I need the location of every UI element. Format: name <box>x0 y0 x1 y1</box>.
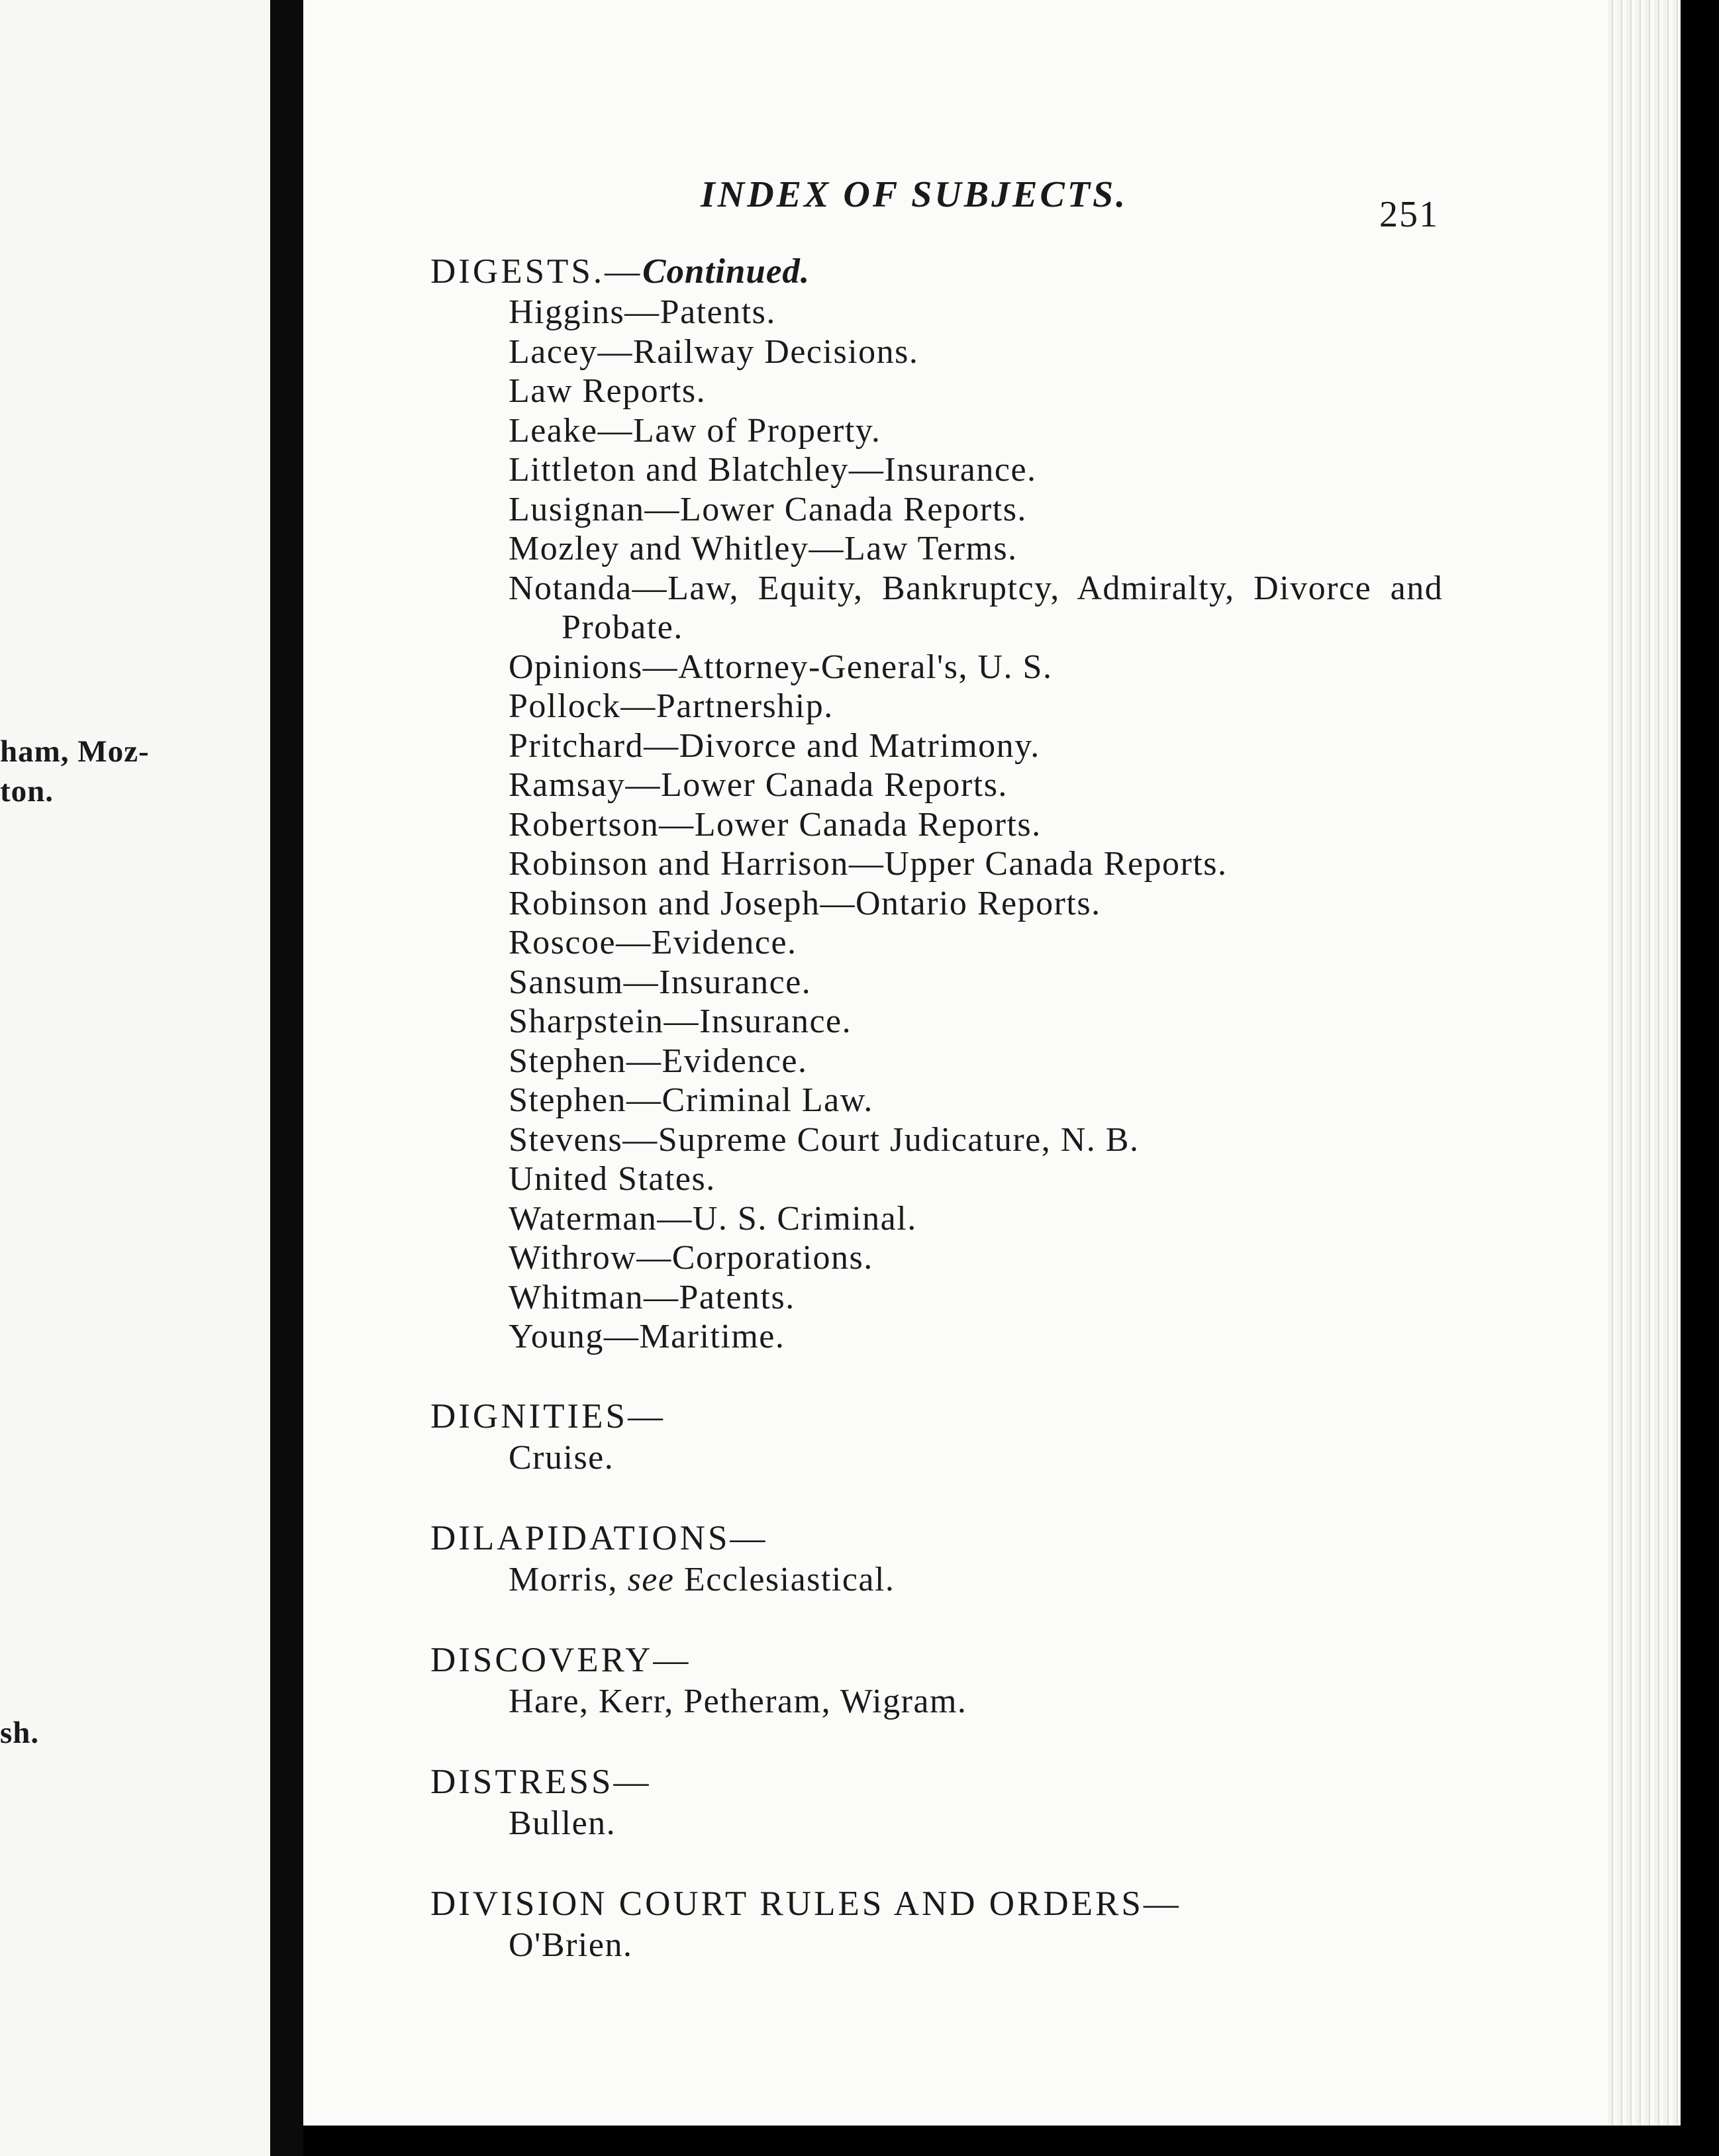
page-number: 251 <box>1379 194 1439 235</box>
list-item: Opinions—Attorney-General's, U. S. <box>509 648 1053 686</box>
entry-text: Bullen. <box>509 1804 616 1842</box>
left-page <box>0 0 270 2156</box>
index-entry-digests <box>430 250 1463 1357</box>
list-item: Young—Maritime. <box>509 1318 785 1355</box>
list-item: Stephen—Evidence. <box>509 1042 808 1080</box>
left-page-fragment: ham, Moz- <box>0 734 150 769</box>
list-item: United States. <box>509 1160 716 1198</box>
list-item: Stevens—Supreme Court Judicature, N. B. <box>509 1120 1140 1159</box>
continued-label: Continued. <box>642 252 810 291</box>
left-page-fragment: sh. <box>0 1716 40 1750</box>
list-item: Withrow—Corporations. <box>509 1239 873 1277</box>
list-item: Mozley and Whitley—Law Terms. <box>509 530 1018 567</box>
entry-text <box>509 1559 1463 1600</box>
list-item: Whitman—Patents. <box>509 1278 795 1316</box>
list-item: Pollock—Partnership. <box>509 687 834 725</box>
entry-heading: DISCOVERY— <box>430 1640 691 1679</box>
list-item: Higgins—Patents. <box>509 293 776 331</box>
entry-author: Morris, <box>509 1560 618 1598</box>
heading-text: DIGESTS.— <box>430 252 643 291</box>
entry-heading: DISTRESS— <box>430 1762 652 1801</box>
list-item: Sharpstein—Insurance. <box>509 1003 852 1040</box>
cross-reference: Ecclesiastical. <box>683 1560 895 1598</box>
list-item: Robinson and Harrison—Upper Canada Reports. <box>509 845 1228 883</box>
entry-text: Hare, Kerr, Petheram, Wigram. <box>509 1682 967 1720</box>
list-item: Lacey—Railway Decisions. <box>509 332 919 371</box>
index-entry-dignities <box>430 1395 1463 1479</box>
list-item: Robinson and Joseph—Ontario Reports. <box>509 884 1101 922</box>
entry-text: O'Brien. <box>509 1926 633 1964</box>
entry-heading <box>430 250 1463 293</box>
entry-heading: DILAPIDATIONS— <box>430 1518 768 1557</box>
list-item: Pritchard—Divorce and Matrimony. <box>509 726 1040 765</box>
index-entry-dilapidations <box>430 1517 1463 1600</box>
list-item: Law Reports. <box>509 372 707 410</box>
list-item: Robertson—Lower Canada Reports. <box>509 805 1042 844</box>
list-item: Roscoe—Evidence. <box>509 924 797 961</box>
page-edge <box>1608 0 1681 2126</box>
see-reference-label: see <box>627 1560 675 1598</box>
index-content <box>430 250 1463 2004</box>
entry-text: Cruise. <box>509 1438 614 1477</box>
list-item: Waterman—U. S. Criminal. <box>509 1199 917 1238</box>
list-item: Littleton and Blatchley—Insurance. <box>509 451 1037 489</box>
list-item: Stephen—Criminal Law. <box>509 1081 873 1119</box>
left-page-fragment: ton. <box>0 774 54 808</box>
index-entry-distress <box>430 1761 1463 1844</box>
index-entry-discovery <box>430 1639 1463 1722</box>
list-item: Ramsay—Lower Canada Reports. <box>509 766 1008 804</box>
index-page <box>303 0 1681 2126</box>
entry-heading: DIVISION COURT RULES AND ORDERS— <box>430 1884 1181 1923</box>
list-item: Leake—Law of Property. <box>509 411 881 450</box>
running-head: INDEX OF SUBJECTS. <box>701 174 1128 215</box>
digest-list <box>509 293 1463 1357</box>
list-item: Notanda—Law, Equity, Bankruptcy, Admiralty, Divorce and Probate. <box>509 569 1444 646</box>
entry-heading: DIGNITIES— <box>430 1396 665 1436</box>
book-gutter <box>270 0 303 2156</box>
list-item: Sansum—Insurance. <box>509 963 812 1001</box>
index-entry-division-court <box>430 1883 1463 1966</box>
list-item: Lusignan—Lower Canada Reports. <box>509 490 1027 528</box>
